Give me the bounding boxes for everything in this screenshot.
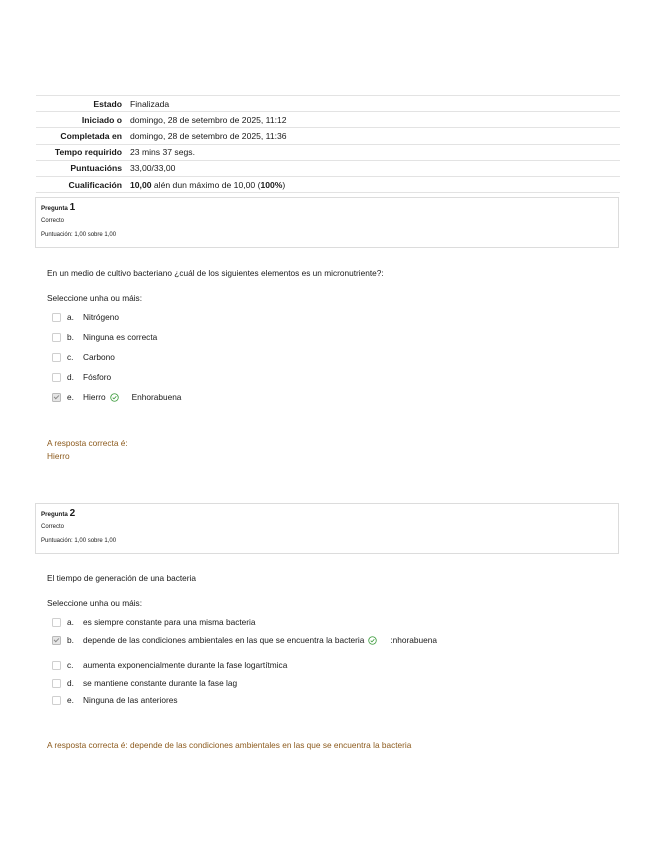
summary-row-grade <box>36 177 620 193</box>
question-label: Pregunta <box>41 511 68 518</box>
question-state: Correcto <box>41 524 65 530</box>
option-feedback: Enhorabuena <box>131 392 182 402</box>
question-text: El tiempo de generación de una bacteria <box>47 573 196 583</box>
option-text: Ninguna es correcta <box>83 332 158 342</box>
question-info-1 <box>35 197 619 248</box>
grade-percent: 100% <box>260 179 283 190</box>
checkbox[interactable] <box>52 661 61 670</box>
question-number-value: 2 <box>69 508 76 519</box>
summary-value: 33,00/33,00 <box>130 163 176 174</box>
option-text: depende de las condiciones ambientales en las que se encuentra la bacteria <box>83 635 365 645</box>
correct-answer-block <box>47 739 411 752</box>
attempt-summary <box>36 95 620 193</box>
option-letter: d. <box>67 372 74 382</box>
checkbox[interactable] <box>52 679 61 688</box>
summary-key: Cualificación <box>68 179 122 190</box>
summary-value: domingo, 28 de setembro de 2025, 11:36 <box>130 130 287 141</box>
answer-option[interactable] <box>52 694 178 706</box>
checkbox[interactable] <box>52 373 61 382</box>
checkbox[interactable] <box>52 313 61 322</box>
checkbox-checked[interactable] <box>52 636 61 645</box>
answer-option[interactable] <box>52 371 111 383</box>
answer-option-selected[interactable] <box>52 391 181 403</box>
answer-option[interactable] <box>52 677 237 689</box>
summary-key: Estado <box>93 98 122 109</box>
checkbox-checked[interactable] <box>52 393 61 402</box>
summary-row-state <box>36 96 620 112</box>
checkbox[interactable] <box>52 696 61 705</box>
question-number <box>41 509 613 519</box>
question-grade: Puntuación: 1,00 sobre 1,00 <box>41 232 117 238</box>
checkbox[interactable] <box>52 618 61 627</box>
question-grade: Puntuación: 1,00 sobre 1,00 <box>41 538 117 544</box>
summary-key: Tempo requirido <box>54 147 122 158</box>
option-feedback: :nhorabuena <box>390 635 437 645</box>
correct-answer-label: A resposta correcta é: <box>47 438 128 448</box>
correct-answer-text: A resposta correcta é: depende de las condiciones ambientales en las que se encuentra la bacteria <box>47 740 412 750</box>
option-letter: a. <box>67 312 74 322</box>
summary-key: Completada en <box>60 130 122 141</box>
summary-value <box>130 180 620 190</box>
answer-option[interactable] <box>52 351 115 363</box>
question-info-2 <box>35 503 619 554</box>
question-prompt: Seleccione unha ou máis: <box>47 598 143 608</box>
option-text: aumenta exponencialmente durante la fase logartítmica <box>83 660 288 670</box>
question-state: Correcto <box>41 218 65 224</box>
summary-row-marks <box>36 161 620 177</box>
correct-answer-value: Hierro <box>47 451 70 461</box>
question-prompt: Seleccione unha ou máis: <box>47 293 143 303</box>
question-label: Pregunta <box>41 205 68 212</box>
option-text: Carbono <box>83 352 115 362</box>
option-letter: e. <box>67 695 74 705</box>
summary-row-completed <box>36 128 620 144</box>
grade-end: ) <box>282 179 286 190</box>
grade-mid: alén dun máximo de 10,00 ( <box>151 179 261 190</box>
option-text: Ninguna de las anteriores <box>83 695 178 705</box>
question-number-value: 1 <box>69 202 76 213</box>
checkbox[interactable] <box>52 353 61 362</box>
summary-key: Iniciado o <box>81 114 122 125</box>
option-text: Fósforo <box>83 372 112 382</box>
answer-option[interactable] <box>52 616 255 628</box>
option-letter: c. <box>67 352 74 362</box>
summary-value: Finalizada <box>130 98 170 109</box>
option-letter: b. <box>67 332 74 342</box>
check-circle-icon <box>110 393 119 402</box>
correct-answer-block <box>47 437 128 463</box>
summary-key: Puntuacións <box>70 163 122 174</box>
answer-option[interactable] <box>52 311 119 323</box>
option-letter: a. <box>67 617 74 627</box>
checkbox[interactable] <box>52 333 61 342</box>
option-letter: d. <box>67 678 74 688</box>
summary-value: domingo, 28 de setembro de 2025, 11:12 <box>130 114 287 125</box>
option-text: Nitrógeno <box>83 312 119 322</box>
question-number <box>41 203 613 213</box>
answer-option[interactable] <box>52 659 287 671</box>
option-letter: c. <box>67 660 74 670</box>
answer-option-selected[interactable] <box>52 634 437 646</box>
option-text: Hierro <box>83 392 106 402</box>
summary-value: 23 mins 37 segs. <box>130 147 195 158</box>
option-letter: e. <box>67 392 74 402</box>
option-letter: b. <box>67 635 74 645</box>
grade-value: 10,00 <box>130 179 152 190</box>
summary-row-started <box>36 112 620 128</box>
option-text: es siempre constante para una misma bacteria <box>83 617 256 627</box>
summary-row-time <box>36 145 620 161</box>
question-text: En un medio de cultivo bacteriano ¿cuál de los siguientes elementos es un micronutriente?: <box>47 268 384 278</box>
answer-option[interactable] <box>52 331 157 343</box>
option-text: se mantiene constante durante la fase lag <box>83 678 238 688</box>
check-circle-icon <box>368 636 377 645</box>
